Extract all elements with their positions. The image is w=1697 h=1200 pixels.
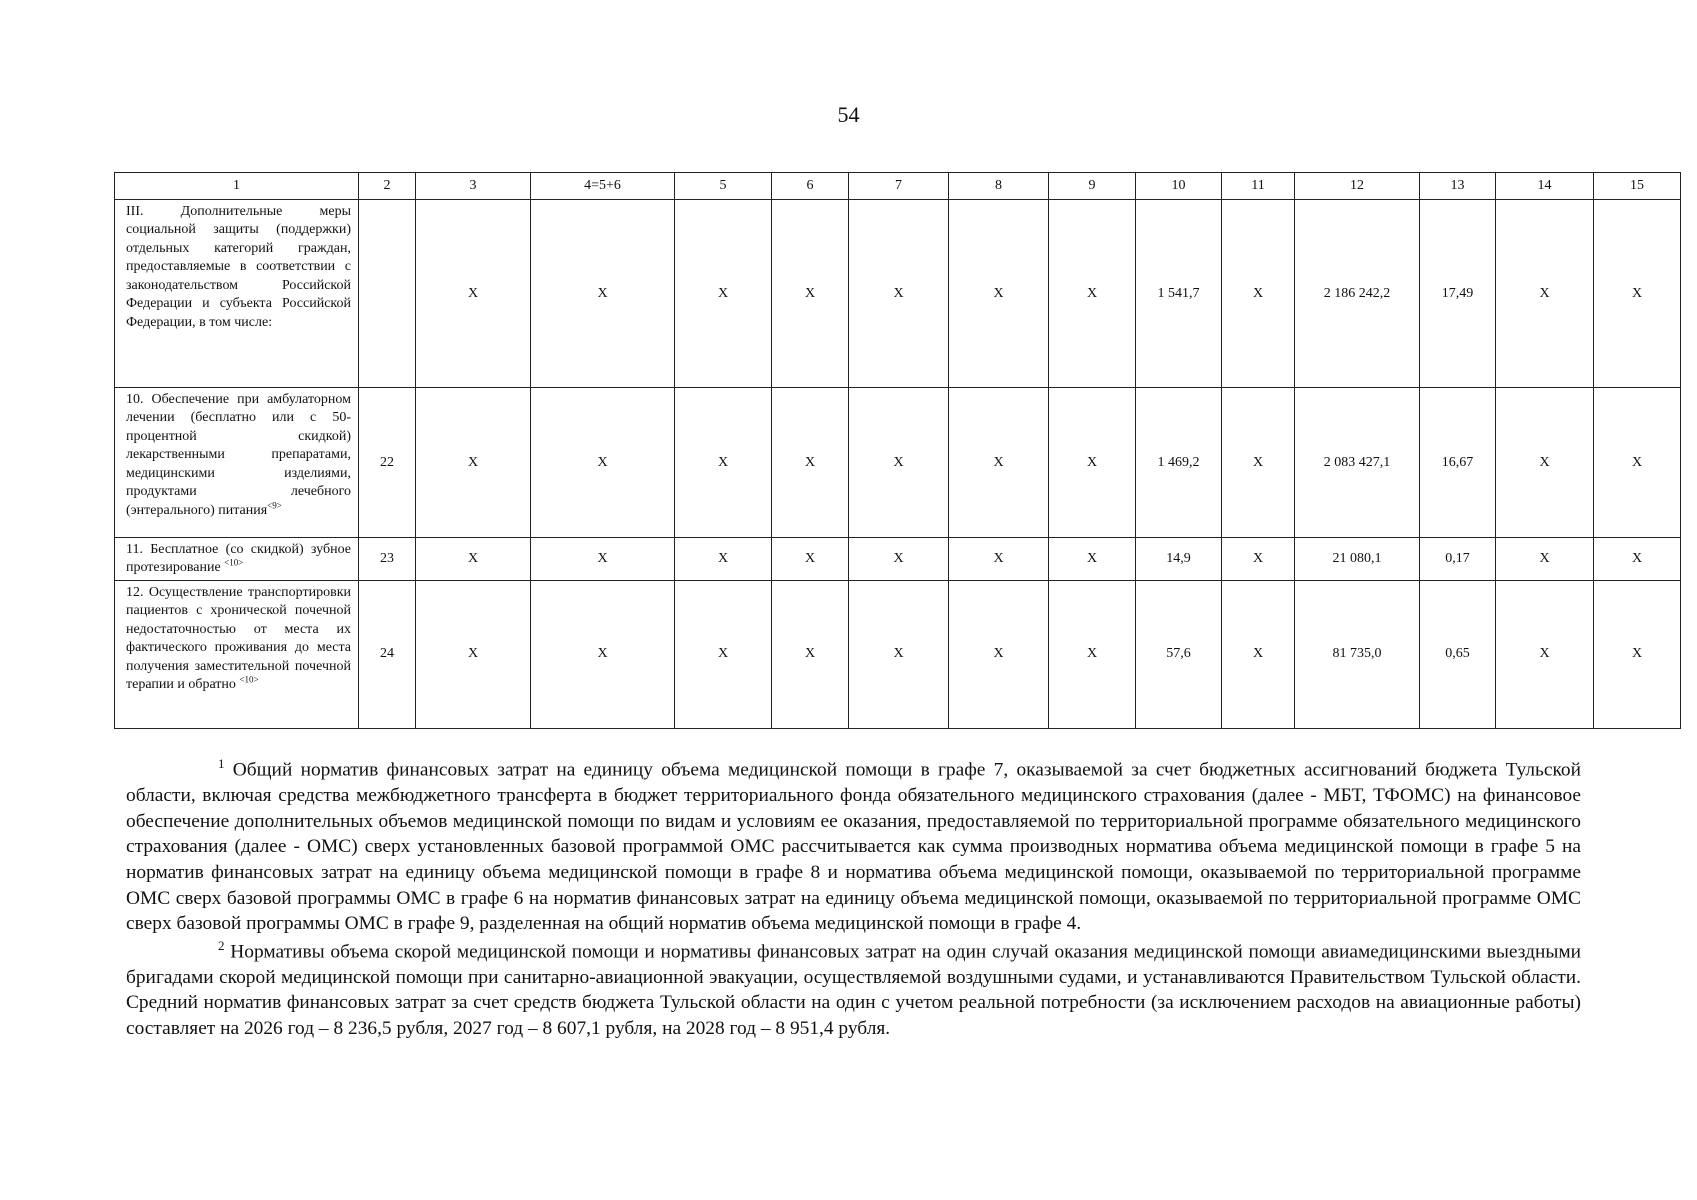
row-name: 10. Обеспечение при амбулаторном лечении (бесплатно или с 50-процентной скидкой) лекарственными препаратами, медицинскими изделиями, продуктами лечебного (энтерального) питания [126, 392, 351, 518]
table-cell: Х [1594, 200, 1681, 388]
column-number: 2 [359, 173, 416, 200]
column-number: 6 [772, 173, 849, 200]
column-number: 5 [675, 173, 772, 200]
table-cell: Х [949, 538, 1049, 581]
page-number: 54 [837, 102, 860, 127]
row-name-cell [115, 580, 359, 728]
table-cell: Х [531, 580, 675, 728]
table-cell [359, 200, 416, 388]
table-cell: Х [1594, 388, 1681, 538]
table-cell: 2 186 242,2 [1295, 200, 1420, 388]
table-cell: Х [1222, 200, 1295, 388]
column-number: 9 [1049, 173, 1136, 200]
table-cell: Х [772, 200, 849, 388]
table-cell: Х [416, 200, 531, 388]
column-number: 4=5+6 [531, 173, 675, 200]
table-cell: 81 735,0 [1295, 580, 1420, 728]
table-cell: Х [416, 388, 531, 538]
column-number: 11 [1222, 173, 1295, 200]
column-number: 14 [1496, 173, 1594, 200]
table-row [115, 200, 1681, 388]
table-cell: 0,65 [1420, 580, 1496, 728]
column-number: 12 [1295, 173, 1420, 200]
row-name-cell [115, 538, 359, 581]
footnotes [126, 755, 1581, 1042]
table-cell: 57,6 [1136, 580, 1222, 728]
table-cell: Х [849, 388, 949, 538]
table-cell: Х [531, 200, 675, 388]
column-number: 13 [1420, 173, 1496, 200]
table-cell: Х [1496, 580, 1594, 728]
table-cell: 2 083 427,1 [1295, 388, 1420, 538]
table-cell: 1 541,7 [1136, 200, 1222, 388]
table-cell: Х [416, 538, 531, 581]
row-name: 11. Бесплатное (со скидкой) зубное протезирование [126, 542, 351, 576]
table-cell: Х [949, 388, 1049, 538]
footnote-mark: 1 [218, 756, 225, 771]
table-cell: Х [675, 538, 772, 581]
table-row [115, 538, 1681, 581]
table-header-row [115, 173, 1681, 200]
footnote-ref: <10> [224, 557, 244, 568]
column-number: 1 [115, 173, 359, 200]
table-cell: Х [1222, 388, 1295, 538]
table-cell: Х [772, 580, 849, 728]
table-cell: 1 469,2 [1136, 388, 1222, 538]
table-cell: Х [531, 538, 675, 581]
row-name: III. Дополнительные меры социальной защиты (поддержки) отдельных категорий граждан, предоставляемые в соответствии с законодательством Российской Федерации и субъекта Российской Федерации, в том числе: [126, 204, 351, 330]
row-name: 12. Осуществление транспортировки пациентов с хронической почечной недостаточностью от места их фактического проживания до места получения заместительной почечной терапии и обратно [126, 584, 351, 693]
table-cell: Х [1496, 538, 1594, 581]
table-cell: Х [1049, 580, 1136, 728]
table-cell: Х [772, 538, 849, 581]
table-cell: 17,49 [1420, 200, 1496, 388]
table-cell: Х [1049, 200, 1136, 388]
table-cell: Х [949, 580, 1049, 728]
table-cell: Х [1049, 538, 1136, 581]
table-row [115, 580, 1681, 728]
table-cell: Х [1049, 388, 1136, 538]
column-number: 15 [1594, 173, 1681, 200]
table-cell: Х [849, 538, 949, 581]
table-cell: 0,17 [1420, 538, 1496, 581]
table-cell: Х [849, 580, 949, 728]
table-cell: Х [772, 388, 849, 538]
table-row [115, 388, 1681, 538]
table-cell: Х [675, 200, 772, 388]
column-number: 10 [1136, 173, 1222, 200]
table-cell: Х [1222, 538, 1295, 581]
column-number: 7 [849, 173, 949, 200]
table-cell: Х [849, 200, 949, 388]
footnote-paragraph [126, 755, 1581, 937]
footnote-text: Нормативы объема скорой медицинской помощи и нормативы финансовых затрат на один случай оказания медицинской помощи авиамедицинскими выездными бригадами скорой медицинской помощи при санитарно-авиационной эвакуации, осуществляемой воздушными судами, и устанавливаются Правительством Тульской области. Средний норматив финансовых затрат за счет средств бюджета Тульской области на один с учетом реальной потребности (за исключением расходов на авиационные работы) составляет на 2026 год – 8 236,5 рубля, 2027 год – 8 607,1 рубля, на 2028 год – 8 951,4 рубля. [126, 941, 1581, 1040]
footnote-paragraph [126, 937, 1581, 1042]
column-number: 8 [949, 173, 1049, 200]
footnote-ref: <9> [267, 500, 282, 511]
row-name-cell [115, 200, 359, 388]
data-table [114, 172, 1681, 729]
table-cell: Х [1222, 580, 1295, 728]
table-cell: Х [675, 388, 772, 538]
table-cell: Х [1594, 580, 1681, 728]
footnote-text: Общий норматив финансовых затрат на единицу объема медицинской помощи в графе 7, оказываемой за счет бюджетных ассигнований бюджета Тульской области, включая средства межбюджетного трансферта в бюджет территориального фонда обязательного медицинского страхования (далее - МБТ, ТФОМС) на финансовое обеспечение дополнительных объемов медицинской помощи по видам и условиям ее оказания, предоставляемой по территориальной программе обязательного медицинского страхования (далее - ОМС) сверх установленных базовой программой ОМС рассчитывается как сумма производных норматива объема медицинской помощи в графе 5 на норматив финансовых затрат на единицу объема медицинской помощи в графе 8 и норматива объема медицинской помощи, оказываемой по территориальной программе ОМС сверх базовой программы ОМС в графе 6 на норматив финансовых затрат на единицу объема медицинской помощи, оказываемой по территориальной программе ОМС сверх базовой программы ОМС в графе 9, разделенная на общий норматив объема медицинской помощи в графе 4. [126, 759, 1581, 935]
column-number: 3 [416, 173, 531, 200]
table-cell: Х [949, 200, 1049, 388]
table-cell: 24 [359, 580, 416, 728]
table-cell: Х [1496, 388, 1594, 538]
table-cell: Х [1594, 538, 1681, 581]
footnote-ref: <10> [239, 674, 259, 685]
table-cell: Х [416, 580, 531, 728]
table-cell: 21 080,1 [1295, 538, 1420, 581]
row-name-cell [115, 388, 359, 538]
table-cell: Х [675, 580, 772, 728]
footnote-mark: 2 [218, 937, 225, 953]
table-cell: 14,9 [1136, 538, 1222, 581]
table-cell: Х [1496, 200, 1594, 388]
table-cell: Х [531, 388, 675, 538]
table-cell: 16,67 [1420, 388, 1496, 538]
table-cell: 22 [359, 388, 416, 538]
table-cell: 23 [359, 538, 416, 581]
